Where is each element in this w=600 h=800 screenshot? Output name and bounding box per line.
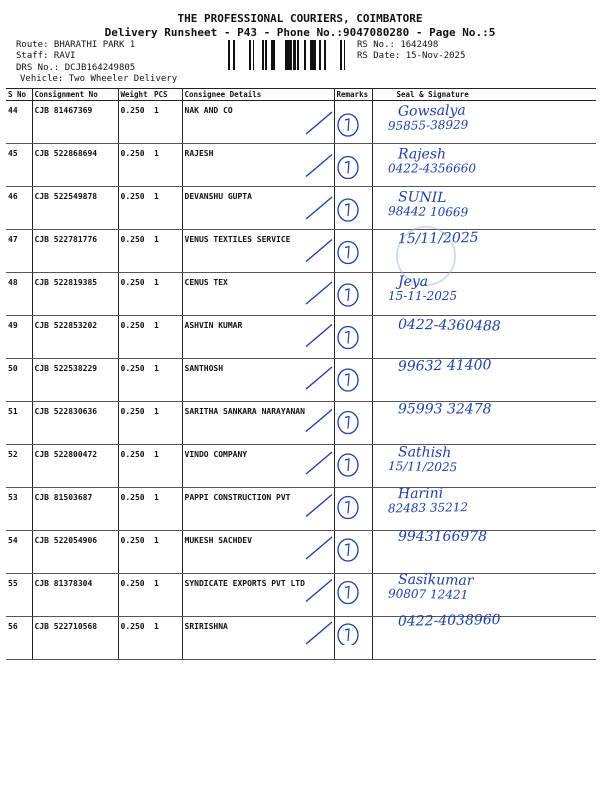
row-signature bbox=[372, 402, 596, 445]
handwritten-signature-text: Jeya bbox=[398, 274, 429, 290]
col-header-seal-signature: Seal & Signature bbox=[372, 89, 596, 101]
row-sno: 44 bbox=[6, 101, 32, 144]
col-header-sno: S No bbox=[6, 89, 32, 101]
row-pcs: 1 bbox=[152, 316, 182, 359]
table-row bbox=[6, 273, 596, 316]
handwritten-signature-text: 9943166978 bbox=[398, 529, 488, 545]
row-remarks bbox=[334, 402, 372, 445]
row-consignment-no: CJB 522853202 bbox=[32, 316, 118, 359]
row-sno: 48 bbox=[6, 273, 32, 316]
row-consignee: ASHVIN KUMAR bbox=[182, 316, 334, 359]
row-signature bbox=[372, 359, 596, 402]
table-row bbox=[6, 402, 596, 445]
handwritten-signature-text: Gowsalya bbox=[397, 102, 466, 120]
row-pcs: 1 bbox=[152, 230, 182, 273]
row-sno: 45 bbox=[6, 144, 32, 187]
table-row bbox=[6, 101, 596, 144]
col-header-weight: Weight bbox=[118, 89, 152, 101]
row-pcs: 1 bbox=[152, 187, 182, 230]
row-remarks bbox=[334, 230, 372, 273]
row-weight: 0.250 bbox=[118, 574, 152, 617]
row-consignee: SYNDICATE EXPORTS PVT LTD bbox=[182, 574, 334, 617]
row-consignee: CENUS TEX bbox=[182, 273, 334, 316]
row-consignment-no: CJB 522868694 bbox=[32, 144, 118, 187]
drs-number: DRS No.: DCJB164249805 bbox=[16, 63, 136, 73]
row-remarks bbox=[334, 488, 372, 531]
route-label: Route: BHARATHI PARK 1 bbox=[16, 40, 136, 50]
row-pcs: 1 bbox=[152, 359, 182, 402]
table-header-row bbox=[6, 89, 596, 101]
handwritten-signature-text: 0422-4360488 bbox=[397, 316, 501, 335]
handwritten-signature-text: 15/11/2025 bbox=[387, 459, 458, 475]
row-consignment-no: CJB 81378304 bbox=[32, 574, 118, 617]
handwritten-signature-text: 15-11-2025 bbox=[388, 289, 458, 303]
table-row bbox=[6, 230, 596, 273]
row-signature bbox=[372, 531, 596, 574]
handwritten-signature-text: Rajesh bbox=[398, 146, 447, 163]
row-consignment-no: CJB 522830636 bbox=[32, 402, 118, 445]
row-consignment-no: CJB 522054906 bbox=[32, 531, 118, 574]
row-consignment-no: CJB 522819385 bbox=[32, 273, 118, 316]
table-row bbox=[6, 488, 596, 531]
row-signature bbox=[372, 571, 596, 617]
handwritten-signature-text: SUNIL bbox=[397, 189, 447, 207]
col-header-pcs: PCS bbox=[152, 89, 182, 101]
row-consignee: VENUS TEXTILES SERVICE bbox=[182, 230, 334, 273]
row-weight: 0.250 bbox=[118, 101, 152, 144]
handwritten-signature-text: Harini bbox=[397, 485, 444, 503]
row-weight: 0.250 bbox=[118, 531, 152, 574]
row-weight: 0.250 bbox=[118, 230, 152, 273]
row-consignee: SANTHOSH bbox=[182, 359, 334, 402]
table-row bbox=[6, 574, 596, 617]
table-row bbox=[6, 617, 596, 660]
row-sno: 49 bbox=[6, 316, 32, 359]
table-row bbox=[6, 316, 596, 359]
row-remarks bbox=[334, 187, 372, 230]
barcode-image bbox=[228, 40, 352, 70]
row-weight: 0.250 bbox=[118, 187, 152, 230]
row-weight: 0.250 bbox=[118, 445, 152, 488]
runsheet-table bbox=[6, 88, 596, 660]
handwritten-signature-text: 99632 41400 bbox=[397, 357, 492, 375]
row-pcs: 1 bbox=[152, 617, 182, 660]
row-signature bbox=[372, 316, 596, 359]
row-pcs: 1 bbox=[152, 445, 182, 488]
table-row bbox=[6, 187, 596, 230]
row-remarks bbox=[334, 574, 372, 617]
row-remarks bbox=[334, 144, 372, 187]
row-remarks bbox=[334, 101, 372, 144]
runsheet-subtitle: Delivery Runsheet - P43 - Phone No.:9047080280 - Page No.:5 bbox=[104, 26, 496, 39]
row-remarks bbox=[334, 531, 372, 574]
rs-date: RS Date: 15-Nov-2025 bbox=[357, 51, 466, 61]
row-signature bbox=[372, 144, 596, 187]
row-sno: 52 bbox=[6, 445, 32, 488]
row-sno: 51 bbox=[6, 402, 32, 445]
row-signature bbox=[372, 617, 596, 660]
table-row bbox=[6, 359, 596, 402]
row-signature bbox=[372, 101, 596, 144]
handwritten-signature-text: 0422-4356660 bbox=[388, 161, 477, 176]
handwritten-signature-text: 0422-4038960 bbox=[397, 611, 501, 630]
handwritten-signature-text: 90807 12421 bbox=[387, 586, 469, 602]
row-remarks bbox=[334, 316, 372, 359]
row-signature bbox=[372, 273, 596, 316]
row-sno: 54 bbox=[6, 531, 32, 574]
row-pcs: 1 bbox=[152, 101, 182, 144]
row-consignment-no: CJB 522800472 bbox=[32, 445, 118, 488]
row-signature bbox=[372, 445, 596, 488]
row-consignee: NAK AND CO bbox=[182, 101, 334, 144]
handwritten-signature-text: Sasikumar bbox=[397, 571, 474, 590]
col-header-consignee: Consignee Details bbox=[182, 89, 334, 101]
table-row bbox=[6, 144, 596, 187]
row-consignment-no: CJB 522538229 bbox=[32, 359, 118, 402]
handwritten-signature-text: 98442 10669 bbox=[387, 204, 469, 220]
row-weight: 0.250 bbox=[118, 402, 152, 445]
handwritten-signature-text: 95993 32478 bbox=[398, 401, 492, 418]
row-sno: 53 bbox=[6, 488, 32, 531]
row-remarks bbox=[334, 359, 372, 402]
row-consignee: RAJESH bbox=[182, 144, 334, 187]
row-signature bbox=[372, 485, 596, 531]
handwritten-signature-text: Sathish bbox=[397, 444, 452, 462]
row-weight: 0.250 bbox=[118, 316, 152, 359]
row-weight: 0.250 bbox=[118, 144, 152, 187]
row-consignee: SARITHA SANKARA NARAYANAN bbox=[182, 402, 334, 445]
runsheet-title: THE PROFESSIONAL COURIERS, COIMBATORE bbox=[177, 12, 423, 25]
rs-number: RS No.: 1642498 bbox=[357, 40, 439, 50]
col-header-remarks: Remarks bbox=[334, 89, 372, 101]
handwritten-signature-text: 82483 35212 bbox=[387, 500, 469, 516]
table-row bbox=[6, 531, 596, 574]
row-consignee: PAPPI CONSTRUCTION PVT bbox=[182, 488, 334, 531]
table-row bbox=[6, 445, 596, 488]
staff-label: Staff: RAVI bbox=[16, 51, 76, 61]
handwritten-signature-text: 15/11/2025 bbox=[397, 229, 479, 248]
row-weight: 0.250 bbox=[118, 488, 152, 531]
row-consignment-no: CJB 81503687 bbox=[32, 488, 118, 531]
row-sno: 56 bbox=[6, 617, 32, 660]
row-weight: 0.250 bbox=[118, 617, 152, 660]
row-remarks bbox=[334, 273, 372, 316]
row-signature bbox=[372, 187, 596, 230]
row-remarks bbox=[334, 617, 372, 660]
row-remarks bbox=[334, 445, 372, 488]
row-pcs: 1 bbox=[152, 402, 182, 445]
row-sno: 46 bbox=[6, 187, 32, 230]
handwritten-signature-text: 95855-38929 bbox=[387, 117, 469, 133]
row-consignment-no: CJB 522549878 bbox=[32, 187, 118, 230]
row-sno: 50 bbox=[6, 359, 32, 402]
row-consignment-no: CJB 81467369 bbox=[32, 101, 118, 144]
row-consignment-no: CJB 522781776 bbox=[32, 230, 118, 273]
row-weight: 0.250 bbox=[118, 359, 152, 402]
row-pcs: 1 bbox=[152, 144, 182, 187]
row-pcs: 1 bbox=[152, 488, 182, 531]
row-pcs: 1 bbox=[152, 531, 182, 574]
row-consignment-no: CJB 522710568 bbox=[32, 617, 118, 660]
row-sno: 55 bbox=[6, 574, 32, 617]
row-consignee: SRIRISHNA bbox=[182, 617, 334, 660]
row-sno: 47 bbox=[6, 230, 32, 273]
row-pcs: 1 bbox=[152, 273, 182, 316]
row-consignee: DEVANSHU GUPTA bbox=[182, 187, 334, 230]
row-consignee: VINDO COMPANY bbox=[182, 445, 334, 488]
company-seal-stamp bbox=[396, 226, 456, 286]
vehicle-label: Vehicle: Two Wheeler Delivery bbox=[20, 74, 178, 84]
row-weight: 0.250 bbox=[118, 273, 152, 316]
row-consignee: MUKESH SACHDEV bbox=[182, 531, 334, 574]
row-pcs: 1 bbox=[152, 574, 182, 617]
col-header-consignment: Consignment No bbox=[32, 89, 118, 101]
